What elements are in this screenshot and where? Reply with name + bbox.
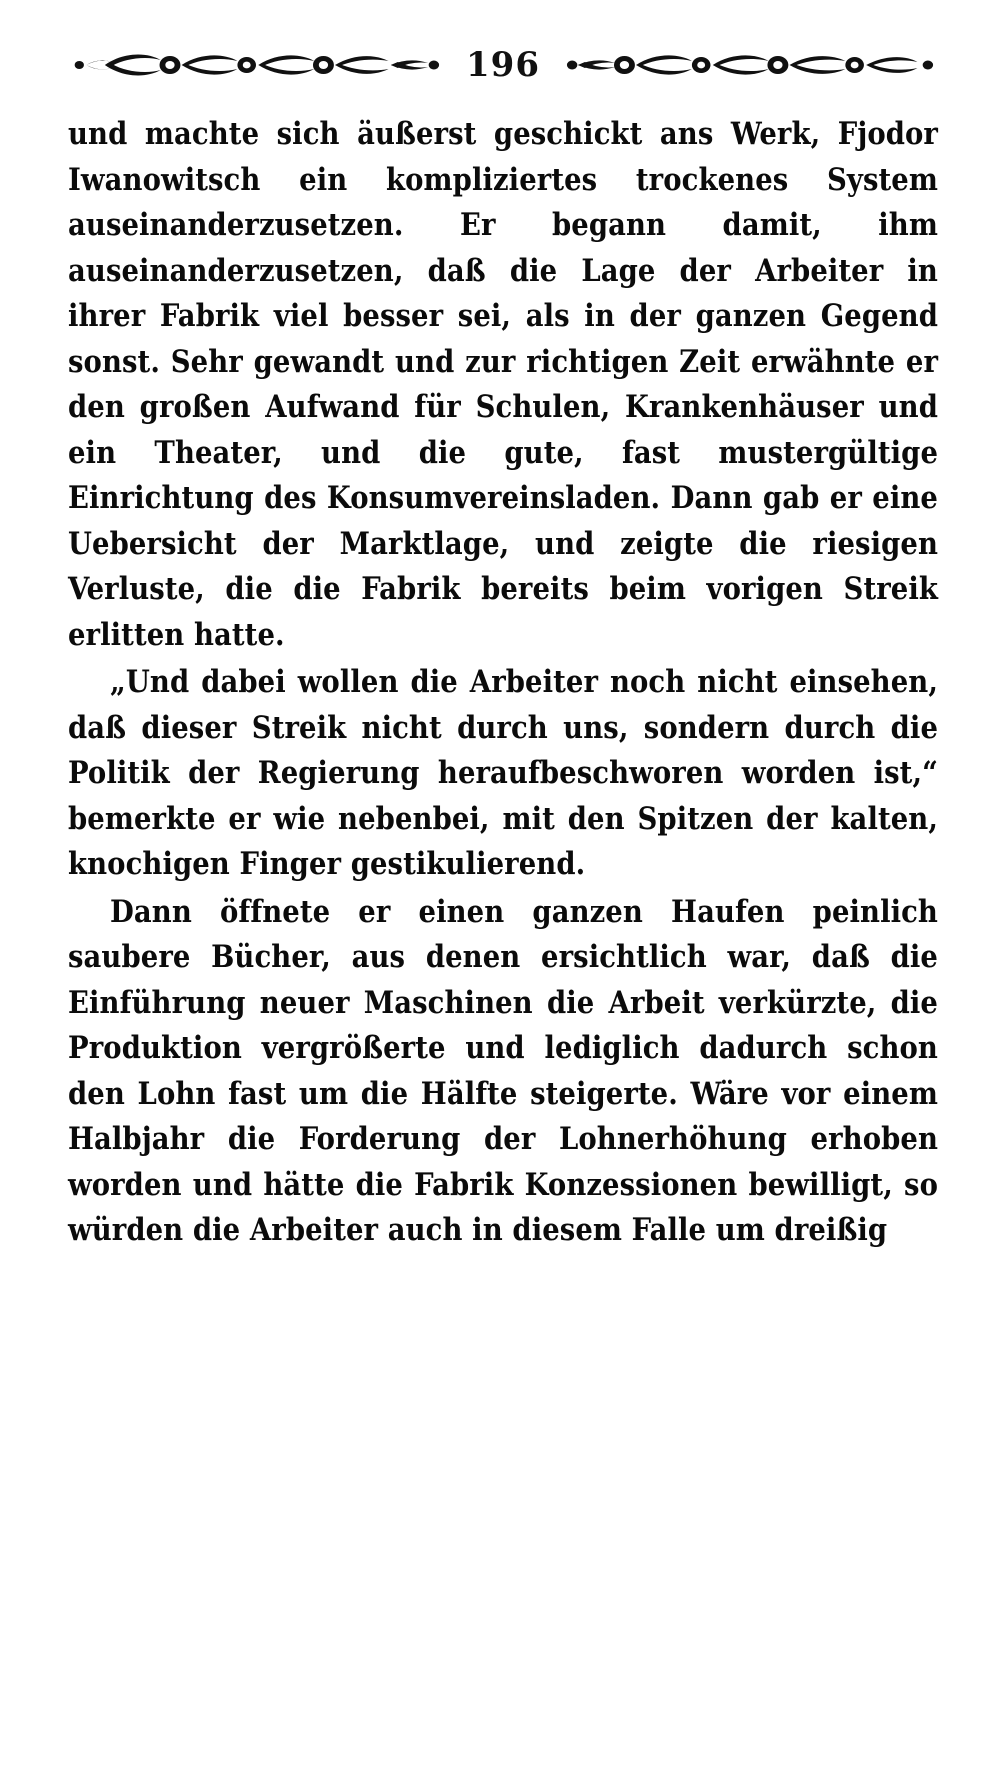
paragraph-3: Dann öffnete er einen ganzen Haufen peinlich saubere Bücher, aus denen ersichtlich war, daß die Einführung neuer Maschinen die Arbeit verkürzte, die Produktion vergrößerte und lediglich dadurch schon den Lohn fast um die Hälfte steigerte. Wäre vor einem Halbjahr die Forderung der Lohnerhöhung erhoben worden und hätte die Fabrik Konzessionen bewilligt, so würden die Arbeiter auch in diesem Falle um dreißig xyxy=(68,893,938,1248)
page-header xyxy=(70,42,936,88)
body-text xyxy=(68,112,938,1256)
paragraph-1: und machte sich äußerst geschickt ans Werk, Fjodor Iwanowitsch ein kompliziertes trockenes System auseinanderzusetzen. Er begann damit, ihm auseinanderzusetzen, daß die Lage der Arbeiter in ihrer Fabrik viel besser sei, als in der ganzen Gegend sonst. Sehr gewandt und zur richtigen Zeit erwähnte er den großen Aufwand für Schulen, Krankenhäuser und ein Theater, und die gute, fast mustergültige Einrichtung des Konsumvereinsladen. Dann gab er eine Uebersicht der Marktlage, und zeigte die riesigen Verluste, die die Fabrik bereits beim vorigen Streik erlitten hatte. xyxy=(68,116,938,653)
paragraph-2: „Und dabei wollen die Arbeiter noch nicht einsehen, daß dieser Streik nicht durch uns, sondern durch die Politik der Regierung heraufbeschworen worden ist,“ bemerkte er wie nebenbei, mit den Spitzen der kalten, knochigen Finger gestikulierend. xyxy=(68,664,938,882)
floral-rule-ornament-right xyxy=(564,50,936,80)
page-number: 196 xyxy=(466,45,540,85)
floral-rule-ornament-left xyxy=(70,50,442,80)
